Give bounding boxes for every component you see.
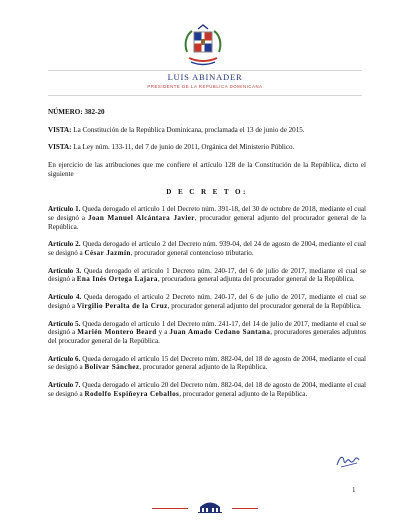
palace-emblem-icon — [196, 499, 224, 513]
article-text: Queda derogado el artículo 20 del Decreto núm. 882-04, del 18 de agosto de 2004, mediante el cual se designó a — [48, 381, 366, 398]
article-5 — [48, 320, 366, 346]
vista-text: La Constitución de la República Dominicana, proclamada el 13 de junio de 2015. — [71, 125, 305, 134]
article-6 — [48, 355, 366, 372]
article-label: Artículo 2. — [48, 240, 81, 249]
coat-of-arms-icon — [181, 24, 225, 68]
footer-divider-left — [152, 508, 188, 509]
person-name: Virgilio Peralta de la Cruz — [76, 301, 168, 310]
article-text: Queda derogado el artículo 1 del Decreto núm. 241-17, del 14 de julio de 2017, mediante el cual se designó a — [48, 319, 367, 337]
header-divider-bottom — [48, 95, 362, 96]
article-text: Queda derogado el artículo 2 Decreto núm. 240-17, del 6 de julio de 2017, mediante el cual se designó a — [48, 293, 367, 310]
article-3 — [48, 267, 366, 284]
decree-number: NÚMERO: 382-20 — [48, 108, 105, 116]
article-text-end: , procurador general adjunto del procurador general de la República. — [48, 213, 366, 231]
person-name: Ena Inés Ortega Lajara — [76, 275, 158, 284]
person-name: César Jazmín — [84, 249, 131, 258]
article-text-end: , procuradores generales adjuntos del procurador general de la República. — [48, 328, 366, 345]
article-text: Queda derogado el artículo 1 del Decreto núm. 391-18, del 30 de octubre de 2018, mediante el cual se designó a — [48, 205, 366, 222]
vista-paragraph-2 — [48, 143, 366, 152]
header-subtitle: PRESIDENTE DE LA REPÚBLICA DOMINICANA — [147, 84, 263, 89]
article-label: Artículo 6. — [48, 354, 81, 363]
person-name-2: Juan Amado Cedano Santana — [169, 328, 271, 337]
header-name: LUIS ABINADER — [167, 72, 243, 82]
article-text-end: , procurador general adjunto de la República. — [139, 363, 268, 372]
article-label: Artículo 5. — [48, 319, 81, 328]
footer-divider-right — [232, 508, 258, 509]
header-divider-top — [48, 70, 362, 71]
article-text-end: , procuradora general adjunta del procurador general de la República. — [157, 275, 355, 284]
person-name: Rodolfo Espiñeyra Ceballos — [84, 389, 180, 398]
vista-label: VISTA: — [48, 143, 72, 152]
article-label: Artículo 1. — [48, 205, 81, 214]
person-name: Joan Manuel Alcántara Javier — [88, 213, 195, 222]
decree-heading: D E C R E T O: — [166, 187, 248, 196]
page-number: 1 — [352, 486, 356, 494]
article-text: Queda derogado el artículo 15 del Decreto núm. 882-04, del 18 de agosto de 2004, mediante el cual se designó a — [48, 354, 366, 372]
signature-icon — [335, 452, 361, 470]
preamble-paragraph: En ejercicio de las atribuciones que me confiere el artículo 128 de la Constitución de la República, dicto el siguiente — [48, 161, 366, 178]
vista-paragraph-1 — [48, 126, 366, 135]
vista-text: La Ley núm. 133-11, del 7 de junio de 2011, Orgánica del Ministerio Público. — [71, 143, 295, 152]
article-text: Queda derogado el artículo 2 del Decreto núm. 939-04, del 24 de agosto de 2004, mediante el cual se designó a — [48, 240, 366, 258]
article-label: Artículo 7. — [48, 381, 81, 390]
vista-label: VISTA: — [48, 125, 72, 134]
article-4 — [48, 293, 366, 310]
article-text: Queda derogado el artículo 1 Decreto núm. 240-17, del 6 de julio de 2017, mediante el cual se designó a — [48, 266, 367, 284]
article-7 — [48, 381, 366, 398]
article-label: Artículo 4. — [48, 293, 82, 302]
person-name: Marién Montero Beard — [77, 328, 157, 337]
person-name: Bolívar Sánchez — [84, 363, 140, 372]
article-connector: y a — [156, 328, 170, 337]
decree-body — [48, 108, 366, 398]
article-1 — [48, 205, 366, 231]
article-text-end: , procurador general contencioso tributario. — [130, 249, 254, 258]
article-text-end: , procurador general adjunto de la República. — [179, 389, 308, 398]
article-label: Artículo 3. — [48, 266, 82, 275]
article-2 — [48, 240, 366, 257]
article-text-end: , procurador general adjunto del procurador general de la República. — [167, 301, 362, 310]
